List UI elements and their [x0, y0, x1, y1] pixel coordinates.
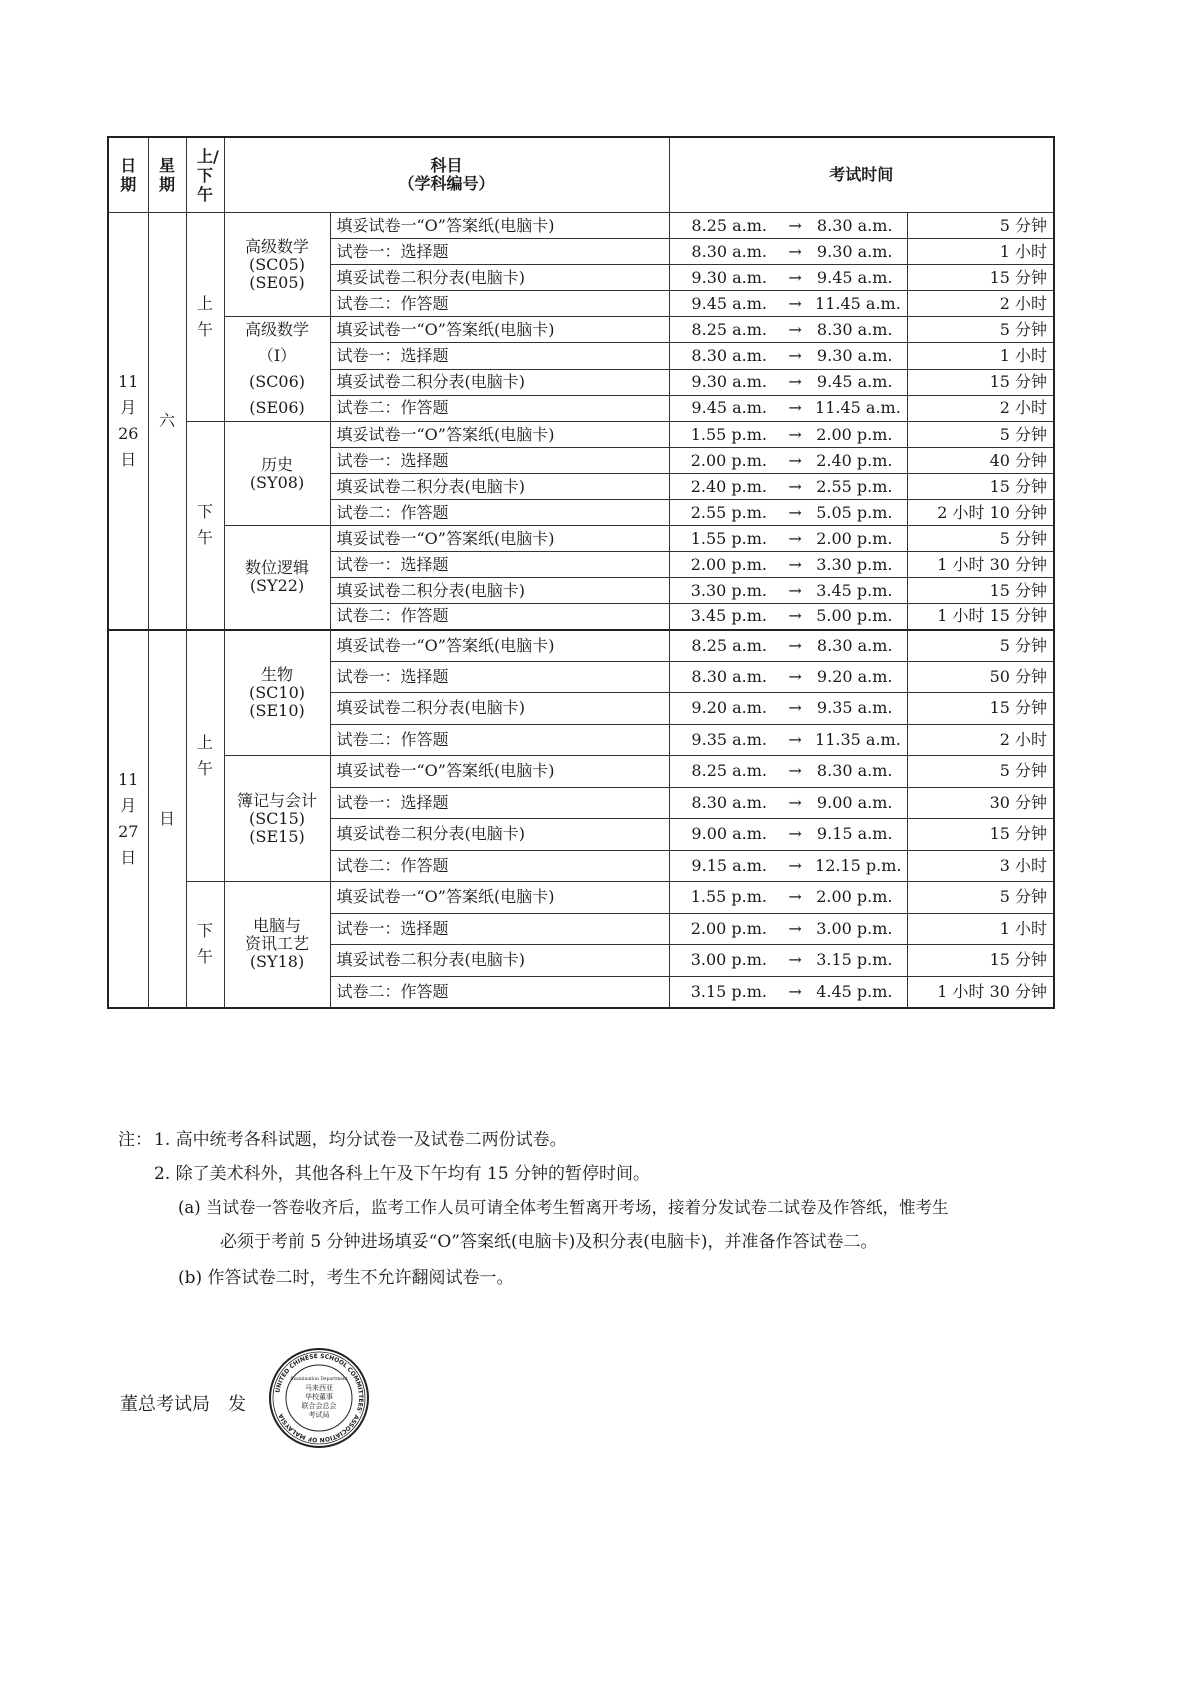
subject-cell-part: 资讯工艺: [244, 934, 309, 954]
duration-cell: 30 分钟: [907, 787, 1054, 819]
svg-text:联合会总会: 联合会总会: [301, 1402, 337, 1410]
start-time-cell: 2.00 p.m.: [669, 448, 775, 474]
session-cell-part: 上: [196, 732, 213, 752]
arrow-cell: →: [775, 343, 815, 369]
paper-name-cell: 试卷一：选择题: [330, 448, 669, 474]
paper-name-cell: 试卷二：作答题: [330, 604, 669, 630]
paper-name-cell: 试卷一：选择题: [330, 239, 669, 265]
end-time-cell: 12.15 p.m.: [815, 850, 907, 882]
paper-name-cell: 填妥试卷一“O”答案纸(电脑卡): [330, 213, 669, 239]
start-time-cell: 3.00 p.m.: [669, 945, 775, 977]
date-cell-part: 27: [118, 821, 139, 841]
date-cell-part: 月: [120, 795, 137, 815]
end-time-cell: 2.00 p.m.: [815, 422, 907, 448]
end-time-cell: 11.35 a.m.: [815, 724, 907, 756]
paper-name-cell: 填妥试卷二积分表(电脑卡): [330, 369, 669, 395]
date-cell: [108, 630, 148, 1008]
paper-name-cell: 试卷一：选择题: [330, 552, 669, 578]
paper-name-cell: 试卷二：作答题: [330, 850, 669, 882]
duration-cell: 15 分钟: [907, 369, 1054, 395]
start-time-cell: 8.25 a.m.: [669, 756, 775, 788]
start-time-cell: 9.00 a.m.: [669, 819, 775, 851]
official-seal-stamp: [267, 1346, 371, 1450]
subject-cell-part: (SC06): [248, 372, 306, 391]
subject-cell-part: 高级数学: [244, 320, 309, 339]
schedule-row: [108, 317, 1054, 343]
start-time-cell: 1.55 p.m.: [669, 526, 775, 552]
arrow-cell: →: [775, 448, 815, 474]
arrow-cell: →: [775, 265, 815, 291]
arrow-cell: →: [775, 291, 815, 317]
arrow-cell: →: [775, 913, 815, 945]
schedule-row: [108, 630, 1054, 662]
end-time-cell: 9.00 a.m.: [815, 787, 907, 819]
end-time-cell: 8.30 a.m.: [815, 756, 907, 788]
arrow-cell: →: [775, 945, 815, 977]
header-subject: 科目 （学科编号）: [224, 137, 669, 213]
arrow-cell: →: [775, 724, 815, 756]
arrow-cell: →: [775, 552, 815, 578]
end-time-cell: 9.30 a.m.: [815, 239, 907, 265]
end-time-cell: 8.30 a.m.: [815, 630, 907, 662]
end-time-cell: 9.45 a.m.: [815, 369, 907, 395]
session-cell-part: 午: [196, 758, 213, 778]
svg-text:华校董事: 华校董事: [305, 1393, 333, 1401]
exam-schedule-table: [107, 136, 1055, 1009]
arrow-cell: →: [775, 787, 815, 819]
schedule-body: [108, 213, 1054, 1008]
subject-cell: [224, 317, 330, 422]
duration-cell: 5 分钟: [907, 317, 1054, 343]
arrow-cell: →: [775, 882, 815, 914]
session-cell-part: 午: [196, 320, 213, 339]
note-2a-line2: 必须于考前 5 分钟进场填妥“O”答案纸(电脑卡)及积分表(电脑卡)，并准备作答试卷二。: [220, 1232, 878, 1252]
arrow-cell: →: [775, 756, 815, 788]
subject-cell-part: (SC10): [248, 682, 306, 702]
session-cell: [186, 213, 224, 422]
duration-cell: 15 分钟: [907, 693, 1054, 725]
header-exam-time: 考试时间: [669, 137, 1054, 213]
arrow-cell: →: [775, 395, 815, 421]
start-time-cell: 1.55 p.m.: [669, 882, 775, 914]
end-time-cell: 2.00 p.m.: [815, 526, 907, 552]
date-cell-part: 26: [118, 423, 139, 443]
paper-name-cell: 试卷一：选择题: [330, 913, 669, 945]
start-time-cell: 2.40 p.m.: [669, 474, 775, 500]
arrow-cell: →: [775, 693, 815, 725]
paper-name-cell: 填妥试卷一“O”答案纸(电脑卡): [330, 317, 669, 343]
paper-name-cell: 填妥试卷二积分表(电脑卡): [330, 578, 669, 604]
end-time-cell: 2.40 p.m.: [815, 448, 907, 474]
paper-name-cell: 试卷二：作答题: [330, 291, 669, 317]
end-time-cell: 2.00 p.m.: [815, 882, 907, 914]
session-cell-part: 下: [196, 502, 213, 522]
header-row: [108, 137, 1054, 213]
start-time-cell: 9.35 a.m.: [669, 724, 775, 756]
duration-cell: 1 小时: [907, 239, 1054, 265]
svg-text:考试局: 考试局: [308, 1411, 330, 1419]
duration-cell: 15 分钟: [907, 819, 1054, 851]
end-time-cell: 11.45 a.m.: [815, 395, 907, 421]
start-time-cell: 8.25 a.m.: [669, 630, 775, 662]
subject-cell-part: （Ⅰ）: [257, 346, 297, 365]
start-time-cell: 9.30 a.m.: [669, 265, 775, 291]
arrow-cell: →: [775, 317, 815, 343]
start-time-cell: 8.30 a.m.: [669, 661, 775, 693]
start-time-cell: 1.55 p.m.: [669, 422, 775, 448]
duration-cell: 15 分钟: [907, 578, 1054, 604]
paper-name-cell: 填妥试卷一“O”答案纸(电脑卡): [330, 630, 669, 662]
schedule-row: [108, 526, 1054, 552]
paper-name-cell: 填妥试卷二积分表(电脑卡): [330, 474, 669, 500]
note-2b: (b) 作答试卷二时，考生不允许翻阅试卷一。: [178, 1268, 514, 1288]
date-cell-part: 日: [120, 449, 137, 469]
end-time-cell: 9.15 a.m.: [815, 819, 907, 851]
subject-cell-part: (SE06): [249, 398, 305, 417]
start-time-cell: 8.30 a.m.: [669, 239, 775, 265]
duration-cell: 1 小时 30 分钟: [907, 552, 1054, 578]
duration-cell: 1 小时: [907, 343, 1054, 369]
duration-cell: 2 小时: [907, 291, 1054, 317]
end-time-cell: 9.30 a.m.: [815, 343, 907, 369]
subject-cell-part: (SE10): [249, 700, 305, 720]
session-cell-part: 下: [196, 921, 213, 941]
duration-cell: 2 小时 10 分钟: [907, 500, 1054, 526]
session-cell-part: 午: [196, 947, 213, 967]
subject-cell-part: (SE15): [249, 826, 305, 846]
subject-cell-part: (SY22): [249, 576, 305, 596]
paper-name-cell: 试卷二：作答题: [330, 500, 669, 526]
duration-cell: 1 小时 30 分钟: [907, 976, 1054, 1008]
start-time-cell: 8.30 a.m.: [669, 343, 775, 369]
schedule-row: [108, 213, 1054, 239]
start-time-cell: 3.45 p.m.: [669, 604, 775, 630]
date-cell-part: 月: [120, 397, 137, 417]
end-time-cell: 3.45 p.m.: [815, 578, 907, 604]
session-cell-part: 午: [196, 528, 213, 548]
svg-text:马来西亚: 马来西亚: [305, 1384, 333, 1392]
end-time-cell: 11.45 a.m.: [815, 291, 907, 317]
paper-name-cell: 填妥试卷一“O”答案纸(电脑卡): [330, 526, 669, 552]
subject-cell-part: 高级数学: [244, 236, 309, 256]
schedule-row: [108, 422, 1054, 448]
start-time-cell: 9.20 a.m.: [669, 693, 775, 725]
arrow-cell: →: [775, 630, 815, 662]
arrow-cell: →: [775, 474, 815, 500]
notes-prefix: 注：: [118, 1130, 152, 1150]
subject-cell: [224, 213, 330, 317]
end-time-cell: 8.30 a.m.: [815, 317, 907, 343]
svg-text:UNITED CHINESE SCHOOL COMMITTE: UNITED CHINESE SCHOOL COMMITTEES' ASSOCIATION OF MALAYSIA: [274, 1352, 365, 1444]
paper-name-cell: 填妥试卷一“O”答案纸(电脑卡): [330, 882, 669, 914]
svg-text:Examination Department: Examination Department: [290, 1377, 348, 1382]
duration-cell: 5 分钟: [907, 756, 1054, 788]
duration-cell: 5 分钟: [907, 422, 1054, 448]
issuer-signature: 董总考试局 发: [120, 1394, 246, 1415]
end-time-cell: 9.20 a.m.: [815, 661, 907, 693]
arrow-cell: →: [775, 526, 815, 552]
start-time-cell: 8.25 a.m.: [669, 213, 775, 239]
subject-cell: [224, 526, 330, 630]
subject-cell-part: (SY18): [249, 952, 305, 972]
session-cell: [186, 882, 224, 1008]
paper-name-cell: 填妥试卷一“O”答案纸(电脑卡): [330, 756, 669, 788]
subject-cell-part: (SY08): [249, 472, 305, 492]
subject-cell-part: 电脑与: [252, 916, 301, 936]
arrow-cell: →: [775, 819, 815, 851]
paper-name-cell: 试卷一：选择题: [330, 343, 669, 369]
arrow-cell: →: [775, 369, 815, 395]
duration-cell: 1 小时 15 分钟: [907, 604, 1054, 630]
end-time-cell: 4.45 p.m.: [815, 976, 907, 1008]
subject-cell-part: 簿记与会计: [236, 790, 317, 810]
duration-cell: 5 分钟: [907, 213, 1054, 239]
end-time-cell: 8.30 a.m.: [815, 213, 907, 239]
start-time-cell: 9.45 a.m.: [669, 291, 775, 317]
duration-cell: 50 分钟: [907, 661, 1054, 693]
date-cell-part: 11: [118, 769, 139, 789]
schedule-row: [108, 756, 1054, 788]
date-cell: [108, 213, 148, 630]
subject-cell-part: (SE05): [249, 272, 305, 292]
start-time-cell: 9.45 a.m.: [669, 395, 775, 421]
paper-name-cell: 试卷二：作答题: [330, 976, 669, 1008]
subject-cell-part: 数位逻辑: [244, 558, 309, 578]
note-1: 1. 高中统考各科试题，均分试卷一及试卷二两份试卷。: [154, 1130, 567, 1150]
arrow-cell: →: [775, 213, 815, 239]
end-time-cell: 2.55 p.m.: [815, 474, 907, 500]
arrow-cell: →: [775, 661, 815, 693]
subject-cell-part: (SC05): [248, 254, 306, 274]
end-time-cell: 9.35 a.m.: [815, 693, 907, 725]
arrow-cell: →: [775, 604, 815, 630]
arrow-cell: →: [775, 976, 815, 1008]
start-time-cell: 2.00 p.m.: [669, 913, 775, 945]
arrow-cell: →: [775, 850, 815, 882]
end-time-cell: 9.45 a.m.: [815, 265, 907, 291]
end-time-cell: 5.00 p.m.: [815, 604, 907, 630]
weekday-cell: 六: [148, 213, 186, 630]
paper-name-cell: 填妥试卷一“O”答案纸(电脑卡): [330, 422, 669, 448]
duration-cell: 1 小时: [907, 913, 1054, 945]
paper-name-cell: 填妥试卷二积分表(电脑卡): [330, 819, 669, 851]
note-2: 2. 除了美术科外，其他各科上午及下午均有 15 分钟的暂停时间。: [154, 1164, 651, 1184]
arrow-cell: →: [775, 239, 815, 265]
end-time-cell: 5.05 p.m.: [815, 500, 907, 526]
start-time-cell: 8.30 a.m.: [669, 787, 775, 819]
session-cell: [186, 422, 224, 630]
subject-cell: [224, 756, 330, 882]
subject-cell-part: 历史: [260, 454, 293, 474]
end-time-cell: 3.15 p.m.: [815, 945, 907, 977]
subject-cell: [224, 630, 330, 756]
start-time-cell: 9.15 a.m.: [669, 850, 775, 882]
duration-cell: 3 小时: [907, 850, 1054, 882]
arrow-cell: →: [775, 578, 815, 604]
arrow-cell: →: [775, 500, 815, 526]
duration-cell: 5 分钟: [907, 526, 1054, 552]
paper-name-cell: 填妥试卷二积分表(电脑卡): [330, 945, 669, 977]
start-time-cell: 9.30 a.m.: [669, 369, 775, 395]
duration-cell: 2 小时: [907, 395, 1054, 421]
paper-name-cell: 试卷二：作答题: [330, 395, 669, 421]
duration-cell: 5 分钟: [907, 630, 1054, 662]
session-cell: [186, 630, 224, 882]
date-cell-part: 11: [118, 371, 139, 391]
paper-name-cell: 填妥试卷二积分表(电脑卡): [330, 265, 669, 291]
end-time-cell: 3.30 p.m.: [815, 552, 907, 578]
start-time-cell: 2.00 p.m.: [669, 552, 775, 578]
paper-name-cell: 填妥试卷二积分表(电脑卡): [330, 693, 669, 725]
duration-cell: 15 分钟: [907, 265, 1054, 291]
weekday-cell: 日: [148, 630, 186, 1008]
start-time-cell: 3.15 p.m.: [669, 976, 775, 1008]
header-date: 日期: [108, 137, 148, 213]
paper-name-cell: 试卷一：选择题: [330, 661, 669, 693]
subject-cell-part: (SC15): [248, 808, 306, 828]
start-time-cell: 8.25 a.m.: [669, 317, 775, 343]
note-2a-line1: (a) 当试卷一答卷收齐后，监考工作人员可请全体考生暂离开考场，接着分发试卷二试卷及作答纸，惟考生: [178, 1198, 949, 1217]
duration-cell: 40 分钟: [907, 448, 1054, 474]
date-cell-part: 日: [120, 847, 137, 867]
subject-cell: [224, 422, 330, 526]
duration-cell: 5 分钟: [907, 882, 1054, 914]
start-time-cell: 2.55 p.m.: [669, 500, 775, 526]
paper-name-cell: 试卷一：选择题: [330, 787, 669, 819]
duration-cell: 2 小时: [907, 724, 1054, 756]
subject-cell-part: 生物: [260, 664, 293, 684]
subject-cell: [224, 882, 330, 1008]
duration-cell: 15 分钟: [907, 945, 1054, 977]
start-time-cell: 3.30 p.m.: [669, 578, 775, 604]
duration-cell: 15 分钟: [907, 474, 1054, 500]
header-weekday: 星期: [148, 137, 186, 213]
paper-name-cell: 试卷二：作答题: [330, 724, 669, 756]
schedule-row: [108, 882, 1054, 914]
arrow-cell: →: [775, 422, 815, 448]
header-session: 上/下午: [186, 137, 224, 213]
end-time-cell: 3.00 p.m.: [815, 913, 907, 945]
session-cell-part: 上: [196, 294, 213, 313]
